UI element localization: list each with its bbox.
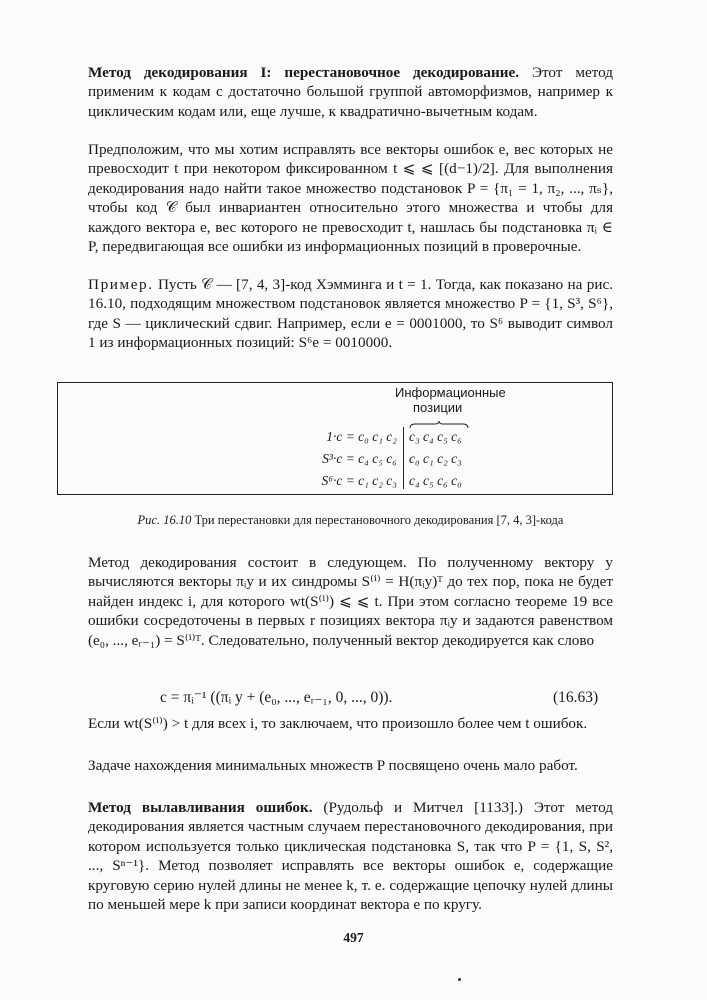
figure-16-10: [57, 382, 613, 495]
section-heading-method-1: Метод декодирования I: перестановочное декодирование.: [88, 64, 520, 81]
paragraph-too-many-errors: [88, 714, 613, 733]
figure-row-rhs: c₃ c₄ c₅ c₆: [409, 429, 462, 444]
paragraph-text: Метод декодирования состоит в следующем. По полученному вектору y вычисляются векторы πᵢy и их синдромы S⁽ⁱ⁾ = H(πᵢy)ᵀ до тех пор, пока не будет найден индекс i, для которого wt(S⁽ⁱ⁾) ⩽ ⩽ t. При этом согласно теореме 19 все ошибки сосредоточены в первых r позициях вектора πᵢy и задаются равенством (e₀, ..., eᵣ₋₁) = S⁽ⁱ⁾ᵀ. Следовательно, полученный вектор декодируется как слово: [88, 554, 613, 649]
paragraph-method-description: [88, 553, 613, 650]
paragraph-text: (Рудольф и Митчел [1133].) Этот метод декодирования является частным случаем перестановочного декодирования, при котором используется только циклическая подстановка S, так что P = {1, S, S², ..., Sⁿ⁻¹}. Метод позволяет исправлять все векторы ошибок e, содержащие круговую серию нулей длины не менее k, т. е. содержащие цепочку нулей длины по меньшей мере k при записи координат вектора e по кругу.: [88, 799, 613, 914]
figure-row-lhs: S³·c = c₄ c₅ c₆: [322, 451, 397, 466]
figure-row-lhs: 1·c = c₀ c₁ c₂: [326, 429, 397, 444]
figure-row-lhs: S⁶·c = c₁ c₂ c₃: [321, 473, 397, 488]
paragraph-example: [88, 275, 613, 353]
paragraph-assumption: [88, 140, 613, 256]
paragraph-permutation-decoding: [88, 63, 613, 121]
figure-row-rhs: c₀ c₁ c₂ c₃: [409, 451, 462, 466]
example-lead: Пример.: [88, 276, 154, 293]
paragraph-text: Задаче нахождения минимальных множеств P посвящено очень мало работ.: [88, 757, 578, 774]
figure-left-border: [57, 383, 58, 494]
paragraph-text: Предположим, что мы хотим исправлять все векторы ошибок e, вес которых не превосходит t при некотором фиксированном t ⩽ ⩽ [(d−1)/2]. Для выполнения декодирования надо найти такое множество подстановок P = {π₁ = 1, π₂, ..., πₛ}, чтобы код 𝒞 был инвариантен относительно этого множества и чтобы для каждого вектора e, вес которого не превосходит t, нашлась бы подстановка πᵢ ∈ P, передвигающая все ошибки из информационных позиций в проверочные.: [88, 141, 613, 256]
figure-header: [395, 385, 575, 415]
figure-header-line1: Информационные: [395, 385, 506, 400]
equation-number: (16.63): [553, 689, 599, 706]
caption-label: Рис. 16.10: [137, 513, 192, 527]
page-number: 497: [343, 930, 364, 945]
paragraph-minimal-sets: [88, 756, 613, 775]
paragraph-text: Пусть 𝒞 — [7, 4, 3]-код Хэмминга и t = 1. Тогда, как показано на рис. 16.10, подходящим множеством подстановок является множество P = {1, S³, S⁶}, где S — циклический сдвиг. Например, если e = 0001000, то S⁶ выводит символ 1 из информационных позиций: S⁶e = 0010000.: [88, 276, 613, 352]
figure-row-rhs: c₄ c₅ c₆ c₀: [409, 473, 462, 488]
figure-caption: [88, 513, 613, 528]
scan-speck: [458, 978, 461, 981]
equation-16-63: c = πᵢ⁻¹ ((πᵢ y + (e₀, ..., eᵣ₋₁, 0, ..., 0)).: [160, 689, 393, 706]
paragraph-text: Если wt(S⁽ⁱ⁾) > t для всех i, то заключаем, что произошло более чем t ошибок.: [88, 715, 588, 732]
brace-icon: [409, 421, 469, 429]
paragraph-error-trapping: [88, 798, 613, 914]
section-heading-error-trapping: Метод вылавливания ошибок.: [88, 799, 313, 816]
figure-header-line2: позиции: [413, 400, 463, 415]
figure-column-separator: [403, 427, 404, 489]
caption-text: Три перестановки для перестановочного декодирования [7, 4, 3]-кода: [191, 513, 564, 527]
paragraph-text: Этот метод применим к кодам с достаточно большой группой автоморфизмов, например к циклическим кодам или, еще лучше, к квадратично-вычетным кодам.: [88, 64, 614, 120]
figure-right-border: [612, 383, 613, 494]
